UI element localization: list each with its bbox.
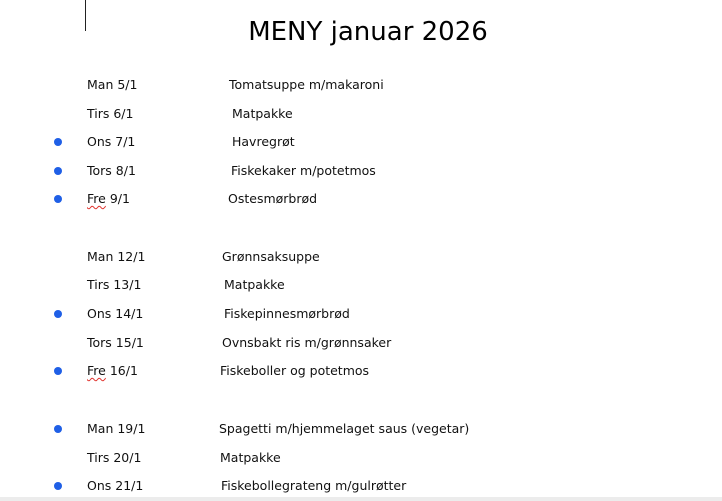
bullet-icon xyxy=(54,482,62,490)
bullet-icon xyxy=(54,167,62,175)
menu-dish: Spagetti m/hjemmelaget saus (vegetar) xyxy=(219,421,470,436)
menu-dish: Matpakke xyxy=(232,106,293,121)
menu-dish: Tomatsuppe m/makaroni xyxy=(229,77,384,92)
bullet-icon xyxy=(54,425,62,433)
menu-day: Man 12/1 xyxy=(87,249,146,264)
menu-day: Tors 8/1 xyxy=(87,163,136,178)
bullet-icon xyxy=(54,138,62,146)
menu-row xyxy=(0,133,722,153)
menu-dish: Matpakke xyxy=(224,277,285,292)
menu-dish: Fiskepinnesmørbrød xyxy=(224,306,350,321)
menu-dish: Matpakke xyxy=(220,450,281,465)
menu-day xyxy=(87,362,138,380)
menu-row xyxy=(0,76,722,96)
bullet-icon xyxy=(54,195,62,203)
bullet-icon xyxy=(54,367,62,375)
menu-dish: Grønnsaksuppe xyxy=(222,249,320,264)
menu-day: Tors 15/1 xyxy=(87,335,144,350)
menu-row xyxy=(0,305,722,325)
menu-day: Tirs 13/1 xyxy=(87,277,142,292)
menu-day: Ons 7/1 xyxy=(87,134,136,149)
menu-dish: Fiskebollegrateng m/gulrøtter xyxy=(221,478,407,493)
menu-day-date: 9/1 xyxy=(109,191,130,206)
bullet-icon xyxy=(54,310,62,318)
menu-dish: Fiskeboller og potetmos xyxy=(220,363,370,378)
menu-day: Ons 14/1 xyxy=(87,306,144,321)
page-bottom-edge xyxy=(0,497,722,501)
menu-day xyxy=(87,190,130,208)
menu-row xyxy=(0,105,722,125)
menu-dish: Havregrøt xyxy=(232,134,295,149)
menu-row xyxy=(0,334,722,354)
page-title: MENY januar 2026 xyxy=(248,17,488,48)
menu-day-date: 16/1 xyxy=(109,363,138,378)
menu-row xyxy=(0,190,722,210)
menu-day: Man 19/1 xyxy=(87,421,146,436)
menu-row xyxy=(0,449,722,469)
menu-row xyxy=(0,248,722,268)
menu-day: Ons 21/1 xyxy=(87,478,144,493)
menu-day: Man 5/1 xyxy=(87,77,138,92)
menu-dish: Fiskekaker m/potetmos xyxy=(231,163,376,178)
menu-day: Tirs 20/1 xyxy=(87,450,142,465)
menu-row xyxy=(0,420,722,440)
menu-dish: Ostesmørbrød xyxy=(228,191,318,206)
menu-day: Tirs 6/1 xyxy=(87,106,134,121)
menu-dish: Ovnsbakt ris m/grønnsaker xyxy=(222,335,392,350)
spellcheck-word[interactable]: Fre xyxy=(87,191,106,206)
menu-row xyxy=(0,276,722,296)
menu-row xyxy=(0,162,722,182)
spellcheck-word[interactable]: Fre xyxy=(87,363,106,378)
menu-row xyxy=(0,362,722,382)
menu-row xyxy=(0,477,722,497)
